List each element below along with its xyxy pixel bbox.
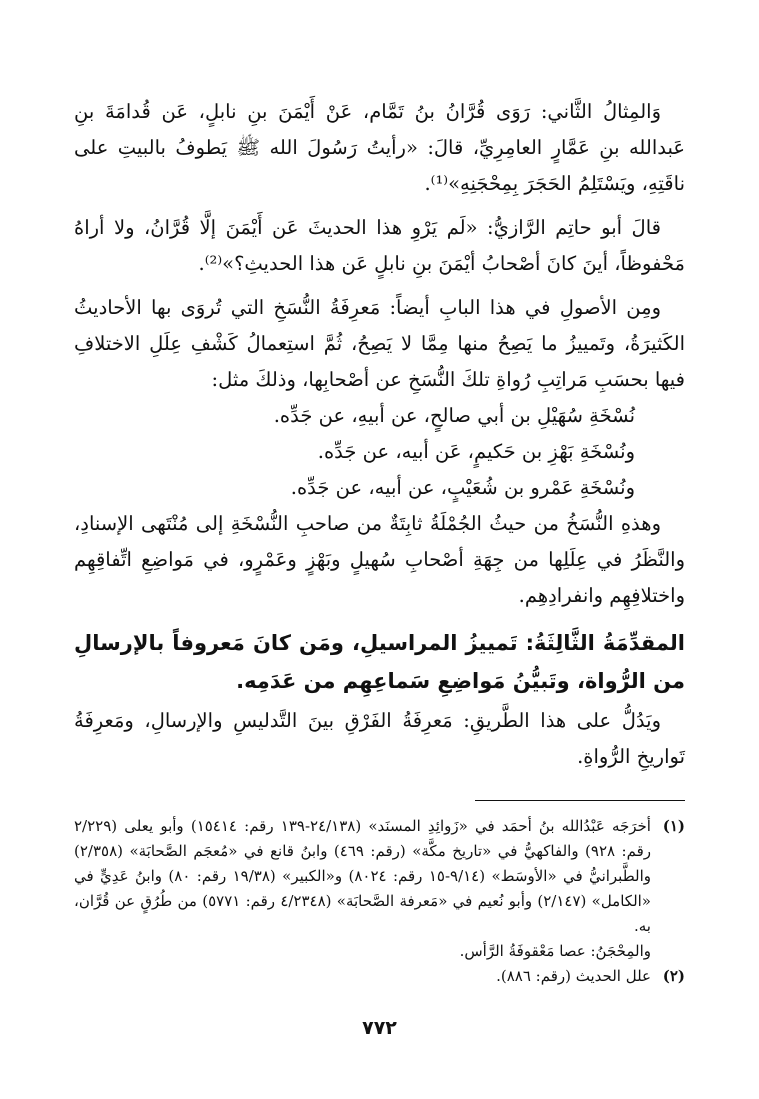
paragraph-manuscripts-conclusion: وهذهِ النُّسَخُ من حيثُ الجُمْلَةُ ثابِتَةٌ من صاحبِ النُّسْخَةِ إلى مُنْتَهى الإسنادِ، والنَّظَرُ في عِلَلِها من جِهَةِ أصْحابِ سُهيلٍ وبَهْزٍ وعَمْرٍو، في مَواضِعِ اتِّفاقِهِم واختلافِهِم وانفرادِهِم. (74, 512, 685, 607)
footnote-number: (١) (662, 817, 685, 835)
footnote-1 (74, 814, 685, 939)
paragraph-second-example: وَالمِثالُ الثَّاني: رَوَى قُرَّانُ بنُ تَمَّام، عَنْ أَيْمَنَ بنِ نابلٍ، عَن قُدامَةَ بنِ عَبدالله بنِ عَمَّارٍ العامِرِيِّ، قالَ: «رأيتُ رَسُولَ الله ﷺ يَطوفُ بالبيتِ على ناقَتِهِ، ويَسْتَلِمُ الحَجَرَ بِمِحْجَنِهِ»⁽¹⁾. (74, 100, 685, 195)
footnote-text: علل الحديث (رقم: ٨٨٦). (496, 967, 651, 985)
section-heading-third-introduction: المقدِّمَةُ الثَّالِثَةُ: تَمييزُ المراسيلِ، ومَن كانَ مَعروفاً بالإرسالِ من الرُّواة، وتَبيُّنُ مَواضِعِ سَماعِهِم من عَدَمِه. (74, 631, 685, 693)
list-item-suhayl: نُسْخَةِ سُهَيْلِ بن أبي صالحٍ، عن أبيهِ، عن جَدِّه. (273, 404, 635, 427)
main-text (74, 94, 685, 614)
paragraph-abu-hatim-quote: قالَ أبو حاتِم الرَّازيُّ: «لَم يَرْوِ هذا الحديثَ عَن أَيْمَنَ إلَّا قُرَّانُ، ولا أراهُ مَحْفوظاً، أينَ كانَ أصْحابُ أيْمَنَ بنِ نابلٍ عَن هذا الحديثِ؟»⁽²⁾. (74, 216, 685, 275)
paragraph-manuscripts-principle: ومِن الأصولِ في هذا البابِ أيضاً: مَعرِفَةُ النُّسَخِ التي تُروَى بها الأحاديثُ الكَثيرَةُ، وتَمييزُ ما يَصِحُ منها مِمَّا لا يَصِحُ، ثُمَّ استِعمالُ كَشْفِ عِلَلِ الاختلافِ فيها بحسَبِ مَراتِبِ رُواةِ تلكَ النُّسَخِ عن أصْحابِها، وذلكَ مثل: (74, 296, 685, 391)
footnote-number: (٢) (662, 967, 685, 985)
footnotes (74, 814, 685, 989)
list-item-bahz: ونُسْخَةِ بَهْزِ بن حَكيمٍ، عَن أبيه، عن جَدِّه. (317, 440, 635, 463)
list-item-amr: ونُسْخَةِ عَمْرو بن شُعَيْبٍ، عن أبيه، عن جَدِّه. (290, 476, 635, 499)
page-number: ٧٧٢ (362, 1017, 397, 1039)
footnote-text: أخرَجَه عَبْدُالله بنُ أحمَد في «زَوائِدِ المسنَد» (٢٤/١٣٨-١٣٩ رقم: ١٥٤١٤) وأبو يعلى (٢/٢٢٩ رقم: ٩٢٨) والفاكهيُّ في «تاريخ مكَّة» (رقم: ٤٦٩) وابنُ قانع في «مُعجَم الصَّحابَة» (٢/٣٥٨) والطَّبرانيُّ في «الأوسَط» (٩/١٤-١٥ رقم: ٨٠٢٤) و«الكبير» (١٩/٣٨ رقم: ٨٠) وابنُ عَدِيٍّ في «الكامل» (٢/١٤٧) وأبو نُعيم في «مَعرفة الصَّحابَة» (٤/٢٣٤٨ رقم: ٥٧٧١) من طُرُقٍ عن قُرَّان، به. (74, 817, 651, 935)
footnote-2 (74, 964, 685, 989)
footnote-separator (475, 800, 685, 801)
footnote-gloss: والمِحْجَنُ: عصا مَعْقوفَةُ الرَّأس. (459, 942, 651, 960)
section-intro-text (74, 703, 685, 775)
paragraph-path-indication: ويَدُلُّ على هذا الطَّريقِ: مَعرِفَةُ الفَرْقِ بينَ التَّدليسِ والإرسالِ، ومَعرِفَةُ تَواريخِ الرُّواةِ. (74, 709, 685, 768)
